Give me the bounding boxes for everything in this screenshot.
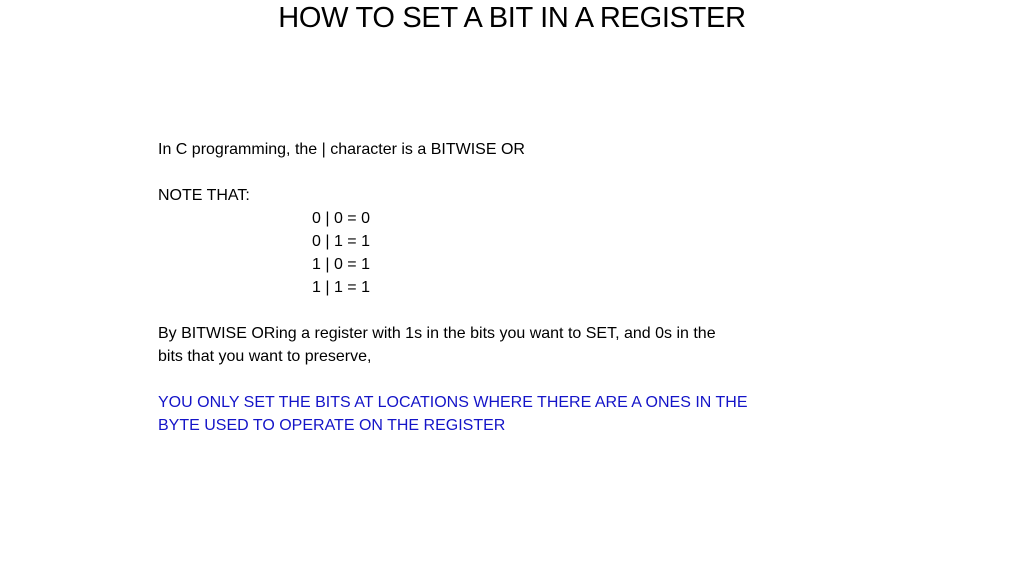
intro-text: In C programming, the | character is a BITWISE OR — [158, 141, 525, 158]
explanation-line-2: bits that you want to preserve, — [158, 348, 372, 365]
spacer — [158, 299, 778, 322]
truth-row: 0 | 1 = 1 — [312, 233, 370, 250]
truth-row: 0 | 0 = 0 — [312, 210, 370, 227]
truth-row: 1 | 1 = 1 — [312, 279, 370, 296]
conclusion-line-2: BYTE USED TO OPERATE ON THE REGISTER — [158, 417, 506, 434]
or-truth-table — [158, 207, 778, 299]
spacer — [158, 161, 778, 184]
explanation-line-1: By BITWISE ORing a register with 1s in the bits you want to SET, and 0s in the — [158, 325, 716, 342]
note-label: NOTE THAT: — [158, 187, 250, 204]
truth-row: 1 | 0 = 1 — [312, 256, 370, 273]
slide-body — [158, 138, 778, 437]
conclusion-line-1: YOU ONLY SET THE BITS AT LOCATIONS WHERE THERE ARE A ONES IN THE — [158, 394, 748, 411]
slide-title: HOW TO SET A BIT IN A REGISTER — [278, 2, 746, 34]
spacer — [158, 368, 778, 391]
